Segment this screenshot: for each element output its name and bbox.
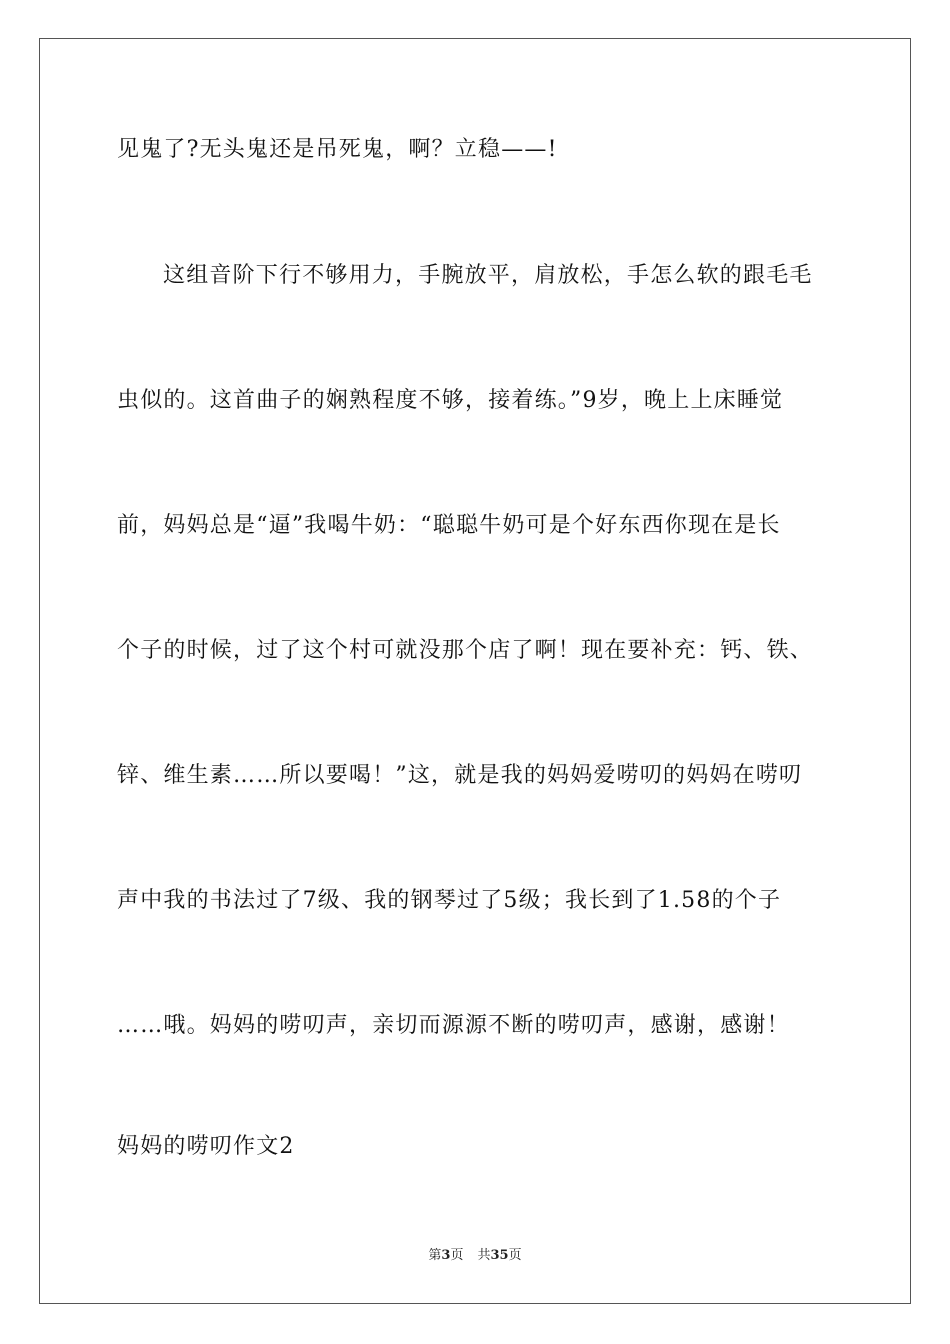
text-line-4: 前，妈妈总是“逼”我喝牛奶：“聪聪牛奶可是个好东西你现在是长 bbox=[117, 513, 781, 538]
total-suffix: 页 bbox=[508, 1248, 522, 1263]
page-number: 3 bbox=[441, 1248, 451, 1263]
page-suffix: 页 bbox=[450, 1248, 464, 1263]
page-prefix: 第 bbox=[428, 1248, 442, 1263]
text-line-6: 锌、维生素……所以要喝！”这，就是我的妈妈爱唠叨的妈妈在唠叨 bbox=[117, 763, 803, 788]
page-footer bbox=[0, 1247, 950, 1265]
text-line-1: 见鬼了?无头鬼还是吊死鬼，啊？立稳——! bbox=[117, 137, 558, 162]
total-pages: 35 bbox=[490, 1248, 509, 1263]
text-line-7: 声中我的书法过了7级、我的钢琴过了5级；我长到了1.58的个子 bbox=[117, 888, 782, 913]
text-line-8: ……哦。妈妈的唠叨声，亲切而源源不断的唠叨声，感谢，感谢！ bbox=[117, 1013, 790, 1038]
text-line-5: 个子的时候，过了这个村可就没那个店了啊！现在要补充：钙、铁、 bbox=[117, 638, 814, 663]
page-border bbox=[39, 38, 911, 1304]
total-prefix: 共 bbox=[477, 1248, 491, 1263]
section-heading: 妈妈的唠叨作文2 bbox=[117, 1134, 295, 1159]
text-line-2: 这组音阶下行不够用力，手腕放平，肩放松，手怎么软的跟毛毛 bbox=[163, 263, 813, 288]
text-line-3: 虫似的。这首曲子的娴熟程度不够，接着练。”9岁，晚上上床睡觉 bbox=[117, 388, 784, 413]
